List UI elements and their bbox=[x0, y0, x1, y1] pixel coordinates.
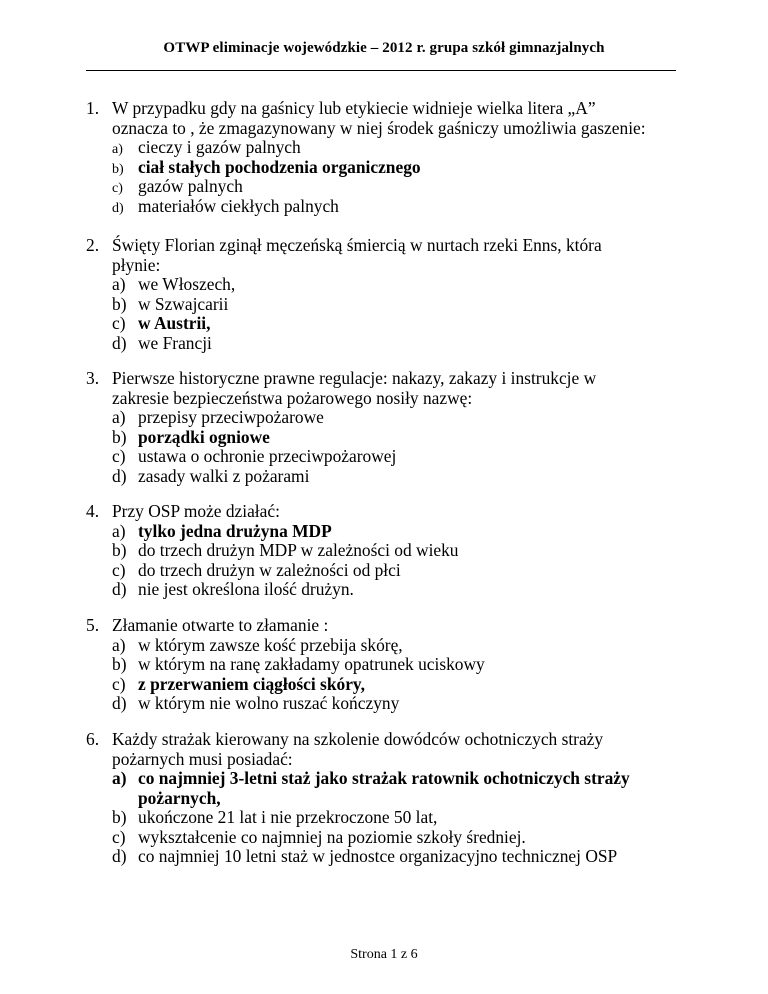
question-number: 4. bbox=[86, 501, 100, 521]
question-6 bbox=[0, 730, 768, 867]
option-letter: d) bbox=[112, 579, 127, 599]
question-text: Pierwsze historyczne prawne regulacje: nakazy, zakazy i instrukcje w bbox=[112, 368, 597, 388]
question-text: płynie: bbox=[112, 254, 161, 275]
answer-option bbox=[0, 541, 768, 561]
option-text: co najmniej 3-letni staż jako strażak ratownik ochotniczych straży bbox=[138, 768, 630, 788]
option-text: cieczy i gazów palnych bbox=[138, 137, 301, 157]
question-text: Święty Florian zginął męczeńską śmiercią w nurtach rzeki Enns, która bbox=[112, 235, 602, 255]
answer-option bbox=[0, 655, 768, 675]
answer-option bbox=[0, 561, 768, 581]
option-text: materiałów ciekłych palnych bbox=[138, 195, 339, 216]
option-text: pożarnych, bbox=[138, 787, 221, 808]
option-letter: c) bbox=[112, 181, 123, 196]
option-letter: b) bbox=[112, 654, 127, 674]
option-letter: c) bbox=[112, 446, 126, 466]
question-text: zakresie bezpieczeństwa pożarowego nosiły nazwę: bbox=[112, 387, 473, 408]
option-text: tylko jedna drużyna MDP bbox=[138, 520, 332, 541]
option-letter: d) bbox=[112, 693, 127, 713]
option-letter: a) bbox=[112, 274, 126, 294]
answer-option-correct bbox=[0, 769, 768, 789]
answer-option-correct bbox=[0, 522, 768, 542]
question-text: pożarnych musi posiadać: bbox=[112, 748, 293, 769]
answer-option bbox=[0, 138, 768, 158]
answer-option bbox=[0, 694, 768, 714]
question-5 bbox=[0, 616, 768, 714]
option-letter: d) bbox=[112, 846, 127, 866]
question-number: 2. bbox=[86, 235, 100, 255]
option-text: we Francji bbox=[138, 332, 212, 353]
option-text: ustawa o ochronie przeciwpożarowej bbox=[138, 446, 397, 466]
question-4 bbox=[0, 502, 768, 600]
answer-option bbox=[0, 828, 768, 848]
option-text: w którym na ranę zakładamy opatrunek uciskowy bbox=[138, 654, 485, 674]
answer-option-correct bbox=[0, 158, 768, 178]
option-text: w Szwajcarii bbox=[138, 293, 229, 314]
option-letter: a) bbox=[112, 768, 127, 788]
answer-option bbox=[0, 808, 768, 828]
option-text: do trzech drużyn MDP w zależności od wieku bbox=[138, 540, 459, 560]
answer-option-continuation bbox=[0, 789, 768, 809]
answer-option bbox=[0, 467, 768, 487]
answer-option bbox=[0, 197, 768, 217]
page-number: Strona 1 z 6 bbox=[350, 947, 418, 962]
option-letter: d) bbox=[112, 465, 127, 486]
answer-option bbox=[0, 636, 768, 656]
option-letter: c) bbox=[112, 313, 126, 333]
option-letter: d) bbox=[112, 332, 127, 353]
question-text: Przy OSP może działać: bbox=[112, 501, 280, 521]
option-letter: b) bbox=[112, 807, 127, 827]
question-text: Każdy strażak kierowany na szkolenie dowódców ochotniczych straży bbox=[112, 729, 604, 749]
option-text: we Włoszech, bbox=[138, 274, 236, 294]
question-number: 1. bbox=[86, 98, 100, 118]
option-letter: d) bbox=[112, 200, 124, 216]
option-letter: b) bbox=[112, 161, 124, 177]
option-letter: b) bbox=[112, 293, 127, 314]
option-letter: c) bbox=[112, 826, 126, 847]
answer-option bbox=[0, 177, 768, 197]
answer-option bbox=[0, 295, 768, 315]
option-text: do trzech drużyn w zależności od płci bbox=[138, 559, 401, 580]
option-text: przepisy przeciwpożarowe bbox=[138, 407, 324, 427]
option-text: w którym nie wolno ruszać kończyny bbox=[138, 693, 400, 713]
question-text: Złamanie otwarte to złamanie : bbox=[112, 615, 329, 635]
answer-option bbox=[0, 275, 768, 295]
question-1 bbox=[0, 99, 768, 216]
option-letter: c) bbox=[112, 673, 126, 694]
answer-option bbox=[0, 447, 768, 467]
option-text: z przerwaniem ciągłości skóry, bbox=[138, 673, 365, 694]
answer-option bbox=[0, 847, 768, 867]
question-number: 3. bbox=[86, 368, 100, 388]
question-number: 6. bbox=[86, 729, 100, 749]
question-number: 5. bbox=[86, 615, 100, 635]
question-3 bbox=[0, 369, 768, 486]
option-text: ukończone 21 lat i nie przekroczone 50 lat, bbox=[138, 807, 438, 827]
option-text: zasady walki z pożarami bbox=[138, 465, 310, 486]
answer-option bbox=[0, 408, 768, 428]
option-text: ciał stałych pochodzenia organicznego bbox=[138, 156, 421, 177]
option-text: porządki ogniowe bbox=[138, 426, 270, 447]
option-letter: b) bbox=[112, 540, 127, 560]
option-text: gazów palnych bbox=[138, 176, 243, 196]
answer-option-correct bbox=[0, 314, 768, 334]
option-letter: a) bbox=[112, 142, 123, 157]
answer-option bbox=[0, 580, 768, 600]
option-letter: a) bbox=[112, 407, 126, 427]
option-text: w którym zawsze kość przebija skórę, bbox=[138, 634, 403, 655]
option-letter: a) bbox=[112, 634, 126, 655]
answer-option-correct bbox=[0, 428, 768, 448]
option-letter: a) bbox=[112, 520, 126, 541]
page-header-title: OTWP eliminacje wojewódzkie – 2012 r. grupa szkół gimnazjalnych bbox=[163, 40, 605, 56]
answer-option bbox=[0, 334, 768, 354]
option-letter: c) bbox=[112, 559, 126, 580]
answer-option-correct bbox=[0, 675, 768, 695]
option-text: w Austrii, bbox=[138, 313, 211, 333]
option-text: wykształcenie co najmniej na poziomie szkoły średniej. bbox=[138, 826, 526, 847]
question-text: oznacza to , że zmagazynowany w niej środek gaśniczy umożliwia gaszenie: bbox=[112, 117, 646, 138]
option-letter: b) bbox=[112, 426, 127, 447]
option-text: co najmniej 10 letni staż w jednostce organizacyjno technicznej OSP bbox=[138, 846, 618, 866]
question-text: W przypadku gdy na gaśnicy lub etykiecie widnieje wielka litera „A” bbox=[112, 98, 596, 118]
header-divider bbox=[86, 70, 676, 71]
question-2 bbox=[0, 236, 768, 353]
option-text: nie jest określona ilość drużyn. bbox=[138, 579, 354, 599]
